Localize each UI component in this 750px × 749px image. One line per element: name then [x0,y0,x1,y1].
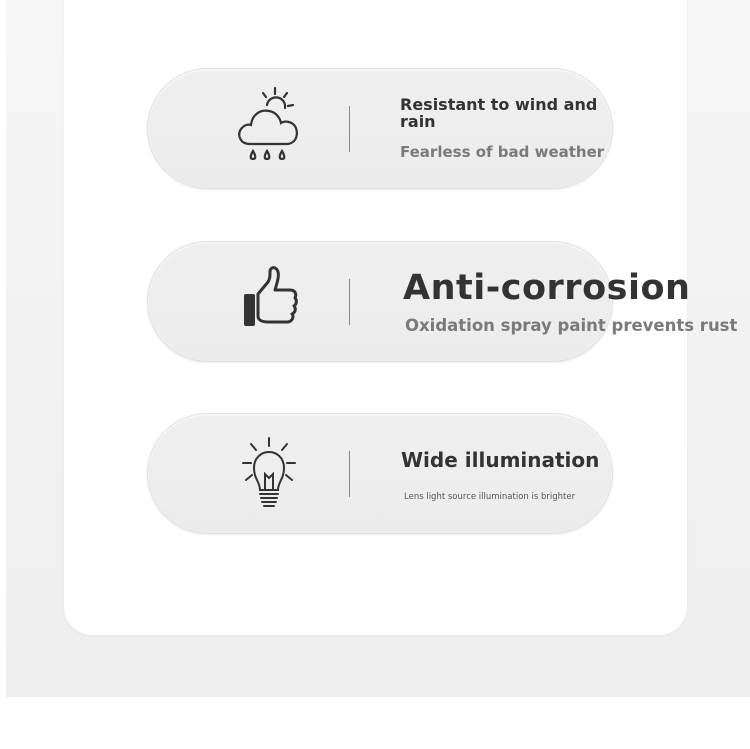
feature-divider [349,106,350,152]
feature-title-illumination: Wide illumination [401,448,600,472]
thumbs-up-icon [234,258,304,346]
feature-divider [349,451,350,497]
feature-title-weather: Resistant to wind and rain [400,95,598,131]
feature-subtitle-weather: Fearless of bad weather [400,143,605,161]
feature-subtitle-corrosion: Oxidation spray paint prevents rust [405,316,738,335]
light-bulb-icon [234,430,304,518]
feature-divider [349,279,350,325]
cloud-rain-sun-icon [234,85,304,173]
feature-title-corrosion: Anti-corrosion [403,268,691,308]
feature-subtitle-illumination: Lens light source illumination is brighter [404,492,576,502]
feature-pill-illumination [147,413,613,534]
